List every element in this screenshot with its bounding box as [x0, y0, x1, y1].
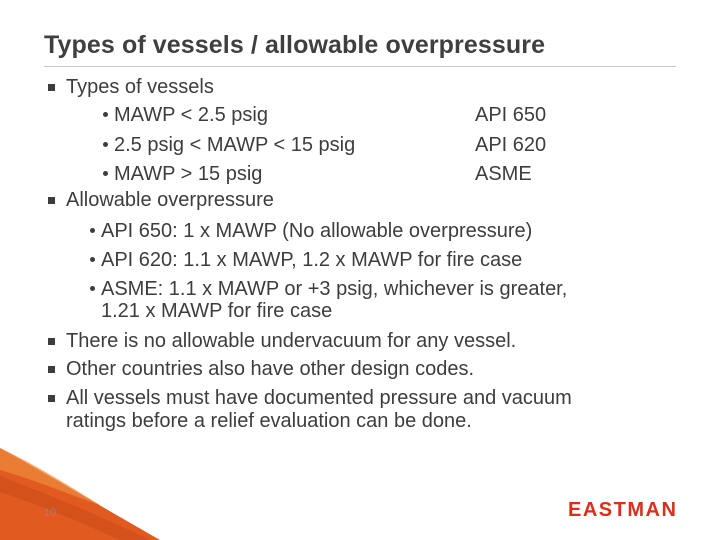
square-bullet-icon	[48, 197, 55, 204]
round-bullet-icon	[103, 171, 108, 176]
bullet-text: Other countries also have other design codes.	[66, 358, 475, 380]
slide-title: Types of vessels / allowable overpressure	[44, 31, 546, 59]
type-standard: API 620	[475, 134, 547, 156]
round-bullet-icon	[90, 257, 95, 262]
type-standard: API 650	[475, 104, 547, 126]
overpressure-text: 1.21 x MAWP for fire case	[101, 300, 333, 322]
overpressure-text: API 650: 1 x MAWP (No allowable overpressure)	[101, 220, 533, 242]
round-bullet-icon	[103, 112, 108, 117]
bullet-text: Types of vessels	[66, 76, 214, 98]
bullet-text: All vessels must have documented pressure and vacuum	[66, 387, 572, 409]
type-condition: 2.5 psig < MAWP < 15 psig	[114, 134, 356, 156]
title-divider	[44, 66, 676, 67]
page-number: 10	[44, 507, 57, 519]
bullet-text: Allowable overpressure	[66, 189, 274, 211]
eastman-logo: EASTMAN	[568, 499, 678, 521]
round-bullet-icon	[103, 142, 108, 147]
square-bullet-icon	[48, 366, 55, 373]
type-standard: ASME	[475, 163, 532, 185]
bullet-text: There is no allowable undervacuum for any vessel.	[66, 330, 517, 352]
round-bullet-icon	[90, 286, 95, 291]
square-bullet-icon	[48, 338, 55, 345]
type-condition: MAWP > 15 psig	[114, 163, 263, 185]
overpressure-text: API 620: 1.1 x MAWP, 1.2 x MAWP for fire case	[101, 249, 523, 271]
bullet-text: ratings before a relief evaluation can be done.	[66, 410, 472, 432]
square-bullet-icon	[48, 395, 55, 402]
round-bullet-icon	[90, 228, 95, 233]
type-condition: MAWP < 2.5 psig	[114, 104, 268, 126]
overpressure-text: ASME: 1.1 x MAWP or +3 psig, whichever is greater,	[101, 278, 568, 300]
square-bullet-icon	[48, 84, 55, 91]
